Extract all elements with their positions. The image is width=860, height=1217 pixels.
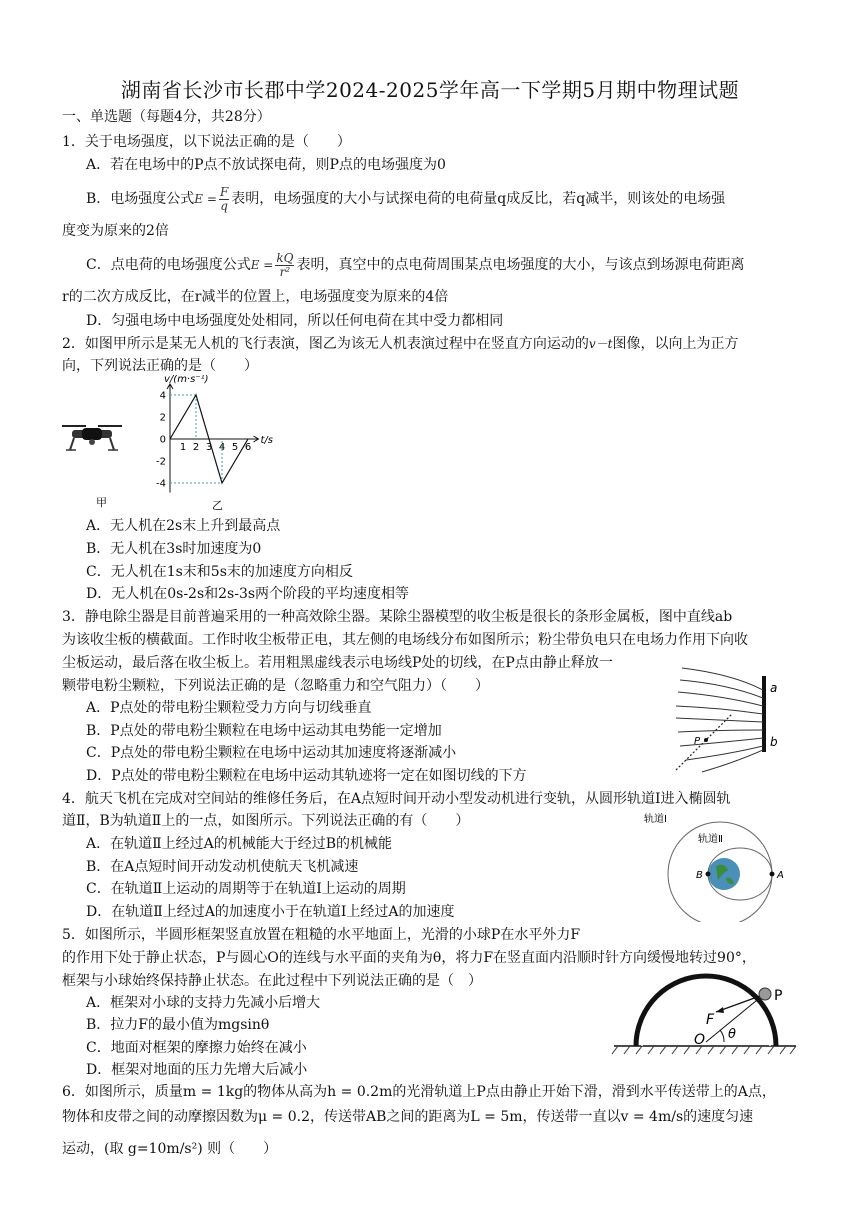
svg-text:O: O [694, 1032, 706, 1048]
chart-ylabel: v/(m·s⁻¹) [164, 375, 209, 385]
q3-option-a: A．P点处的带电粉尘颗粒受力方向与切线垂直 [86, 700, 372, 716]
section-heading: 一、单选题（每题4分，共28分） [62, 109, 271, 125]
q5-option-a: A．框架对小球的支持力先减小后增大 [86, 995, 321, 1011]
vt-chart [140, 375, 320, 515]
x-tick-label: 1 [179, 442, 187, 453]
q2-option-c: C．无人机在1s末和5s末的加速度方向相反 [86, 564, 353, 580]
page-title: 湖南省长沙市长郡中学2024-2025学年高一下学期5月期中物理试题 [120, 78, 740, 102]
chart-xlabel: t/s [260, 435, 273, 446]
svg-text:A: A [777, 870, 784, 881]
q1-option-c-cont: r的二次方成反比，在r减半的位置上，电场强度变为原来的4倍 [62, 289, 449, 305]
q1-stem: 1．关于电场强度，以下说法正确的是（ ） [62, 134, 351, 150]
q4-option-b: B．在A点短时间开动发动机使航天飞机减速 [86, 859, 359, 875]
q5-option-b: B．拉力F的最小值为mgsinθ [86, 1017, 270, 1033]
q2-option-a: A．无人机在2s末上升到最高点 [86, 518, 281, 534]
q6-line1: 6．如图所示，质量m = 1kg的物体从高为h = 0.2m的光滑轨道上P点由静止开始下滑，滑到水平传送带上的A点， [62, 1084, 776, 1100]
drone-figure [58, 418, 128, 518]
drone-icon [62, 426, 122, 450]
q1-option-a: A．若在电场中的P点不放试探电荷，则P点的电场强度为0 [86, 157, 446, 173]
y-tick-label: 2 [159, 412, 166, 424]
label-jia: 甲 [96, 496, 107, 509]
q3-option-b: B．P点处的带电粉尘颗粒在电场中运动其电势能一定增加 [86, 723, 442, 739]
q2-stem: 2．如图甲所示是某无人机的飞行表演，图乙为该无人机表演过程中在竖直方向运动的v－t图像，以向上为正方 [62, 336, 739, 352]
svg-text:P: P [774, 988, 783, 1004]
q5-option-d: D．框架对地面的压力先增大后减小 [86, 1062, 308, 1078]
label-yi: 乙 [212, 499, 223, 512]
earth-icon [708, 858, 740, 890]
q4-option-d: D．在轨道Ⅱ上经过A的加速度小于在轨道Ⅰ上经过A的加速度 [86, 904, 455, 920]
q2-option-d: D．无人机在0s-2s和2s-3s两个阶段的平均速度相等 [86, 586, 410, 602]
q1-option-b-cont: 度变为原来的2倍 [62, 223, 169, 239]
point-p [704, 738, 708, 742]
x-tick-label: 4 [218, 442, 226, 453]
y-tick-label: -2 [156, 456, 166, 468]
q6-line2: 物体和皮带之间的动摩擦因数为μ = 0.2，传送带AB之间的距离为L = 5m，传送带一直以v = 4m/s的速度匀速 [62, 1109, 754, 1125]
y-tick-label: -4 [156, 478, 166, 490]
ball-p [759, 988, 771, 1000]
q1-option-b: B．电场强度公式E = $\frac{F}{q}$ 表明，电场强度的大小与试探电荷的电荷量q成反比，若q减半，则该处的电场强 [86, 185, 726, 213]
q5-option-c: C．地面对框架的摩擦力始终在减小 [86, 1040, 307, 1056]
point-b [706, 872, 711, 877]
x-tick-label: 3 [205, 442, 213, 453]
q5-line1: 5．如图所示，半圆形框架竖直放置在粗糙的水平地面上，光滑的小球P在水平外力F [62, 927, 581, 943]
svg-text:b: b [770, 735, 778, 749]
q6-line3: 运动，(取 g=10m/s²) 则（ ） [62, 1141, 278, 1157]
q3-line2: 为该收尘板的横截面。工作时收尘板带正电，其左侧的电场线分布如图所示；粉尘带负电只在电场力作用下向收 [62, 632, 748, 648]
q4-line1: 4．航天飞机在完成对空间站的维修任务后，在A点短时间开动小型发动机进行变轨，从圆形轨道Ⅰ进入椭圆轨 [62, 791, 731, 807]
semicircle-frame [636, 976, 776, 1046]
y-tick-label: 4 [159, 390, 166, 402]
x-tick-label: 2 [192, 442, 200, 453]
svg-text:a: a [770, 681, 778, 695]
formula-e-kq-r2: E = $\frac{kQ}{\text{r²}}$ [250, 251, 294, 279]
q1-option-d: D．匀强电场中电场强度处处相同，所以任何电荷在其中受力都相同 [86, 313, 504, 329]
q3-line4: 颗带电粉尘颗粒，下列说法正确的是（忽略重力和空气阻力）（ ） [62, 678, 489, 694]
q4-line2: 道Ⅱ，B为轨道Ⅱ上的一点，如图所示。下列说法正确的有（ ） [62, 813, 470, 829]
q2-option-b: B．无人机在3s时加速度为0 [86, 541, 262, 557]
x-tick-label: 6 [244, 442, 252, 453]
q3-option-d: D．P点处的带电粉尘颗粒在电场中运动其轨迹将一定在如图切线的下方 [86, 768, 527, 784]
field-line-figure [672, 662, 792, 782]
x-tick-label: 5 [231, 442, 239, 453]
formula-e-f-q: E = $\frac{F}{q}$ [194, 185, 229, 213]
q4-option-c: C．在轨道Ⅱ上运动的周期等于在轨道Ⅰ上运动的周期 [86, 881, 406, 897]
frame-figure [610, 972, 800, 1056]
q4-option-a: A．在轨道Ⅱ上经过A的机械能大于经过B的机械能 [86, 836, 393, 852]
svg-text:B: B [696, 870, 703, 881]
q5-line3: 框架与小球始终保持静止状态。在此过程中下列说法正确的是（ ） [62, 973, 482, 989]
orbit-1-label: 轨道Ⅰ [644, 814, 667, 825]
orbit-2-label: 轨道Ⅱ [698, 834, 723, 845]
svg-text:P: P [694, 736, 701, 747]
q3-option-c: C．P点处的带电粉尘颗粒在电场中运动其加速度将逐渐减小 [86, 745, 457, 761]
y-tick-label: 0 [159, 434, 166, 446]
svg-text:θ: θ [728, 1027, 736, 1042]
q3-line1: 3．静电除尘器是目前普遍采用的一种高效除尘器。某除尘器模型的收尘板是很长的条形金属板，图中直线ab [62, 609, 733, 625]
q1-option-c: C．点电荷的电场强度公式E = $\frac{kQ}{\text{r²}}$ 表明，真空中的点电荷周围某点电场强度的大小，与该点到场源电荷距离 [86, 251, 745, 279]
q2-stem-cont: 向，下列说法正确的是（ ） [62, 358, 258, 374]
q5-line2: 的作用下处于静止状态，P与圆心O的连线与水平面的夹角为θ，将力F在竖直面内沿顺时针方向缓慢地转过90°， [62, 950, 756, 966]
q3-line3: 尘板运动，最后落在收尘板上。若用粗黑虚线表示电场线P处的切线，在P点由静止释放一 [62, 655, 613, 671]
svg-text:F: F [706, 1012, 715, 1028]
orbit-figure [640, 808, 800, 922]
point-a [770, 872, 775, 877]
